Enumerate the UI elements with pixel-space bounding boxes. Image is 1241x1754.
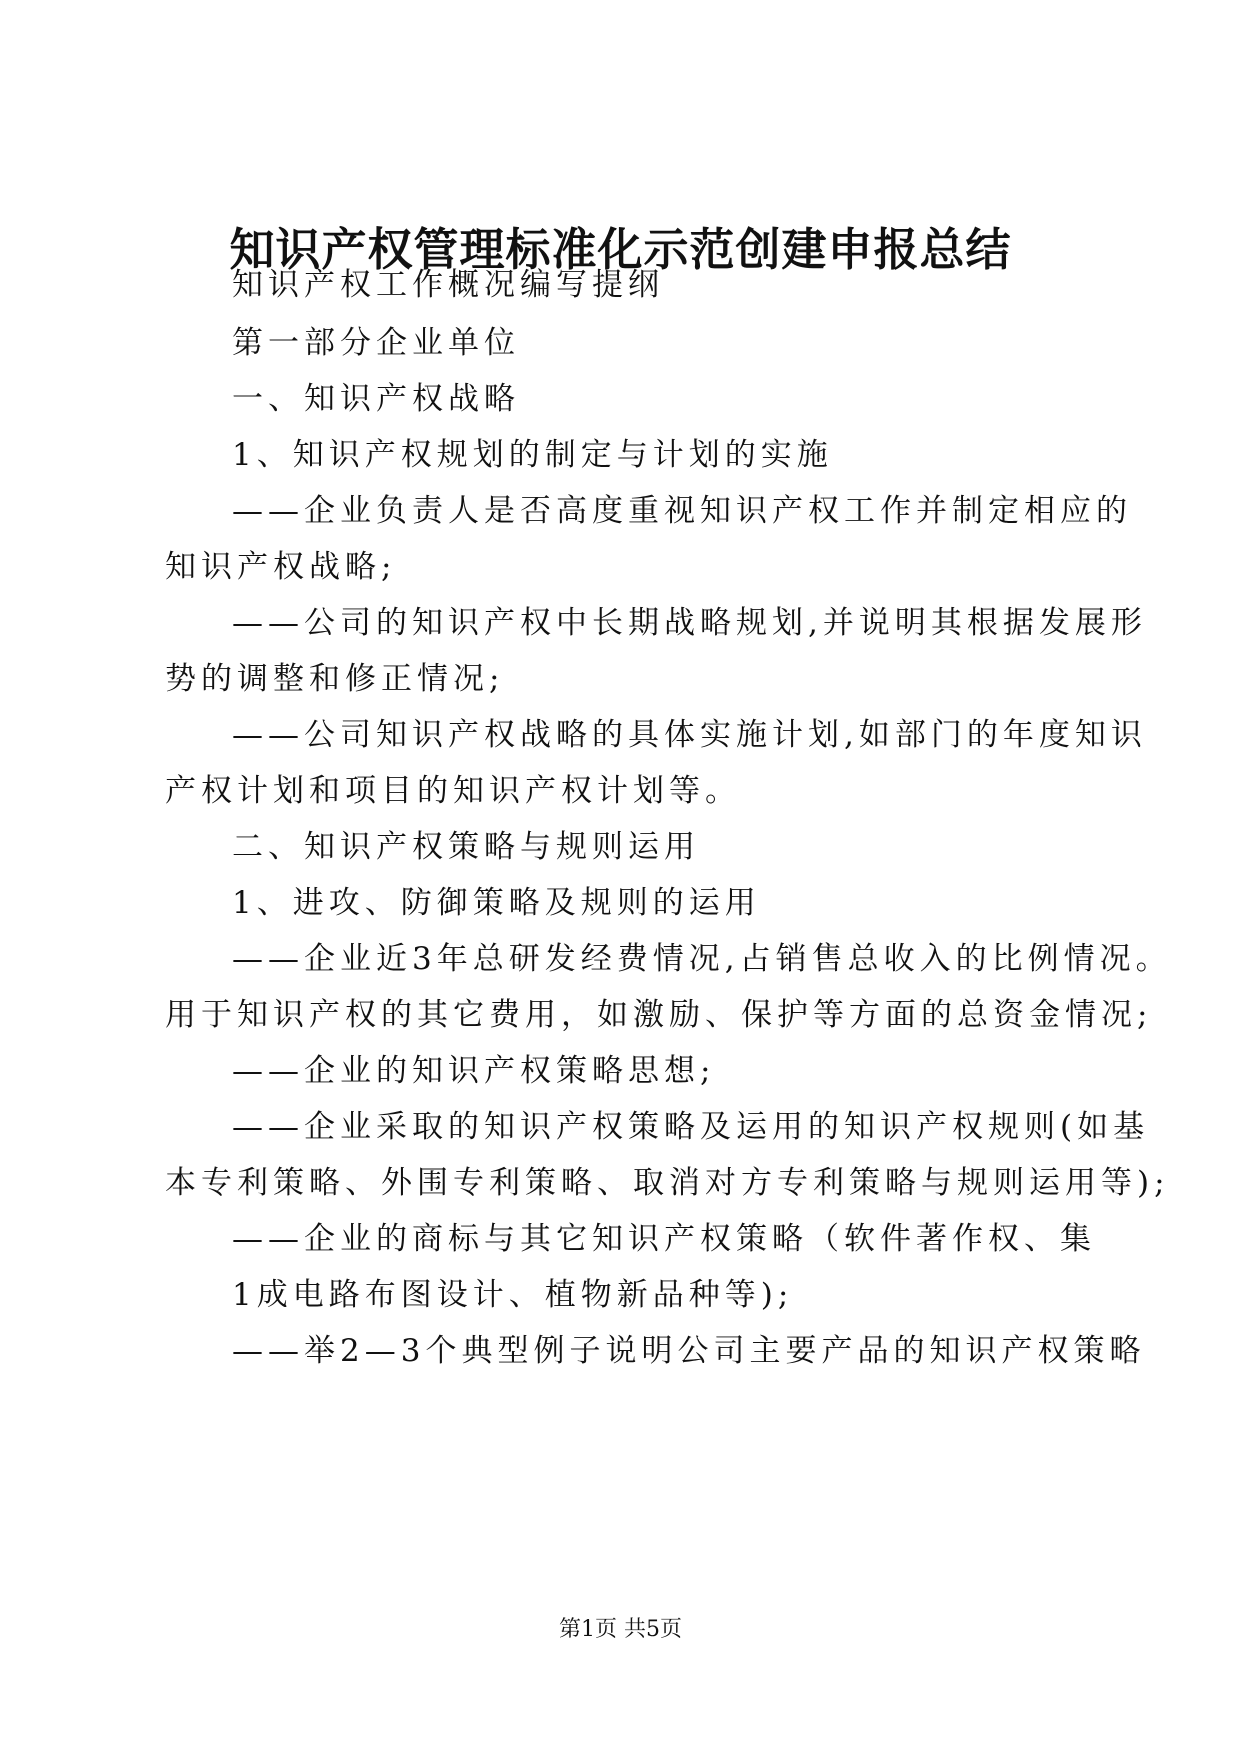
paragraph-outline-heading: 知识产权工作概况编写提纲 <box>232 267 664 303</box>
paragraph-part-one: 第一部分企业单位 <box>232 325 520 361</box>
paragraph-line: ——企业的商标与其它知识产权策略（软件著作权、集 <box>232 1221 1096 1257</box>
paragraph-section-one: 一、知识产权战略 <box>232 381 520 417</box>
paragraph-line: ——举2—3个典型例子说明公司主要产品的知识产权策略 <box>232 1333 1146 1369</box>
paragraph-section-two: 二、知识产权策略与规则运用 <box>232 829 700 865</box>
paragraph-line: 产权计划和项目的知识产权计划等。 <box>165 773 741 809</box>
paragraph-line: 1成电路布图设计、植物新品种等); <box>232 1277 794 1313</box>
paragraph-line: ——企业负责人是否高度重视知识产权工作并制定相应的 <box>232 493 1132 529</box>
paragraph-line: ——企业采取的知识产权策略及运用的知识产权规则(如基 <box>232 1109 1150 1145</box>
paragraph-line: 知识产权战略; <box>165 549 397 585</box>
paragraph-line: ——公司知识产权战略的具体实施计划,如部门的年度知识 <box>232 717 1147 753</box>
paragraph-item-2-1: 1、进攻、防御策略及规则的运用 <box>232 885 761 921</box>
paragraph-line: ——公司的知识产权中长期战略规划,并说明其根据发展形 <box>232 605 1147 641</box>
paragraph-item-1-1: 1、知识产权规划的制定与计划的实施 <box>232 437 833 473</box>
paragraph-line: 用于知识产权的其它费用，如激励、保护等方面的总资金情况; <box>165 997 1153 1033</box>
paragraph-line: 本专利策略、外围专利策略、取消对方专利策略与规则运用等); <box>165 1165 1170 1201</box>
paragraph-line: 势的调整和修正情况; <box>165 661 505 697</box>
document-title: 知识产权管理标准化示范创建申报总结 <box>229 223 1012 276</box>
paragraph-line: ——企业的知识产权策略思想; <box>232 1053 716 1089</box>
page-number-footer: 第1页 共5页 <box>559 1617 682 1642</box>
paragraph-line: ——企业近3年总研发经费情况,占销售总收入的比例情况。 <box>232 941 1172 977</box>
